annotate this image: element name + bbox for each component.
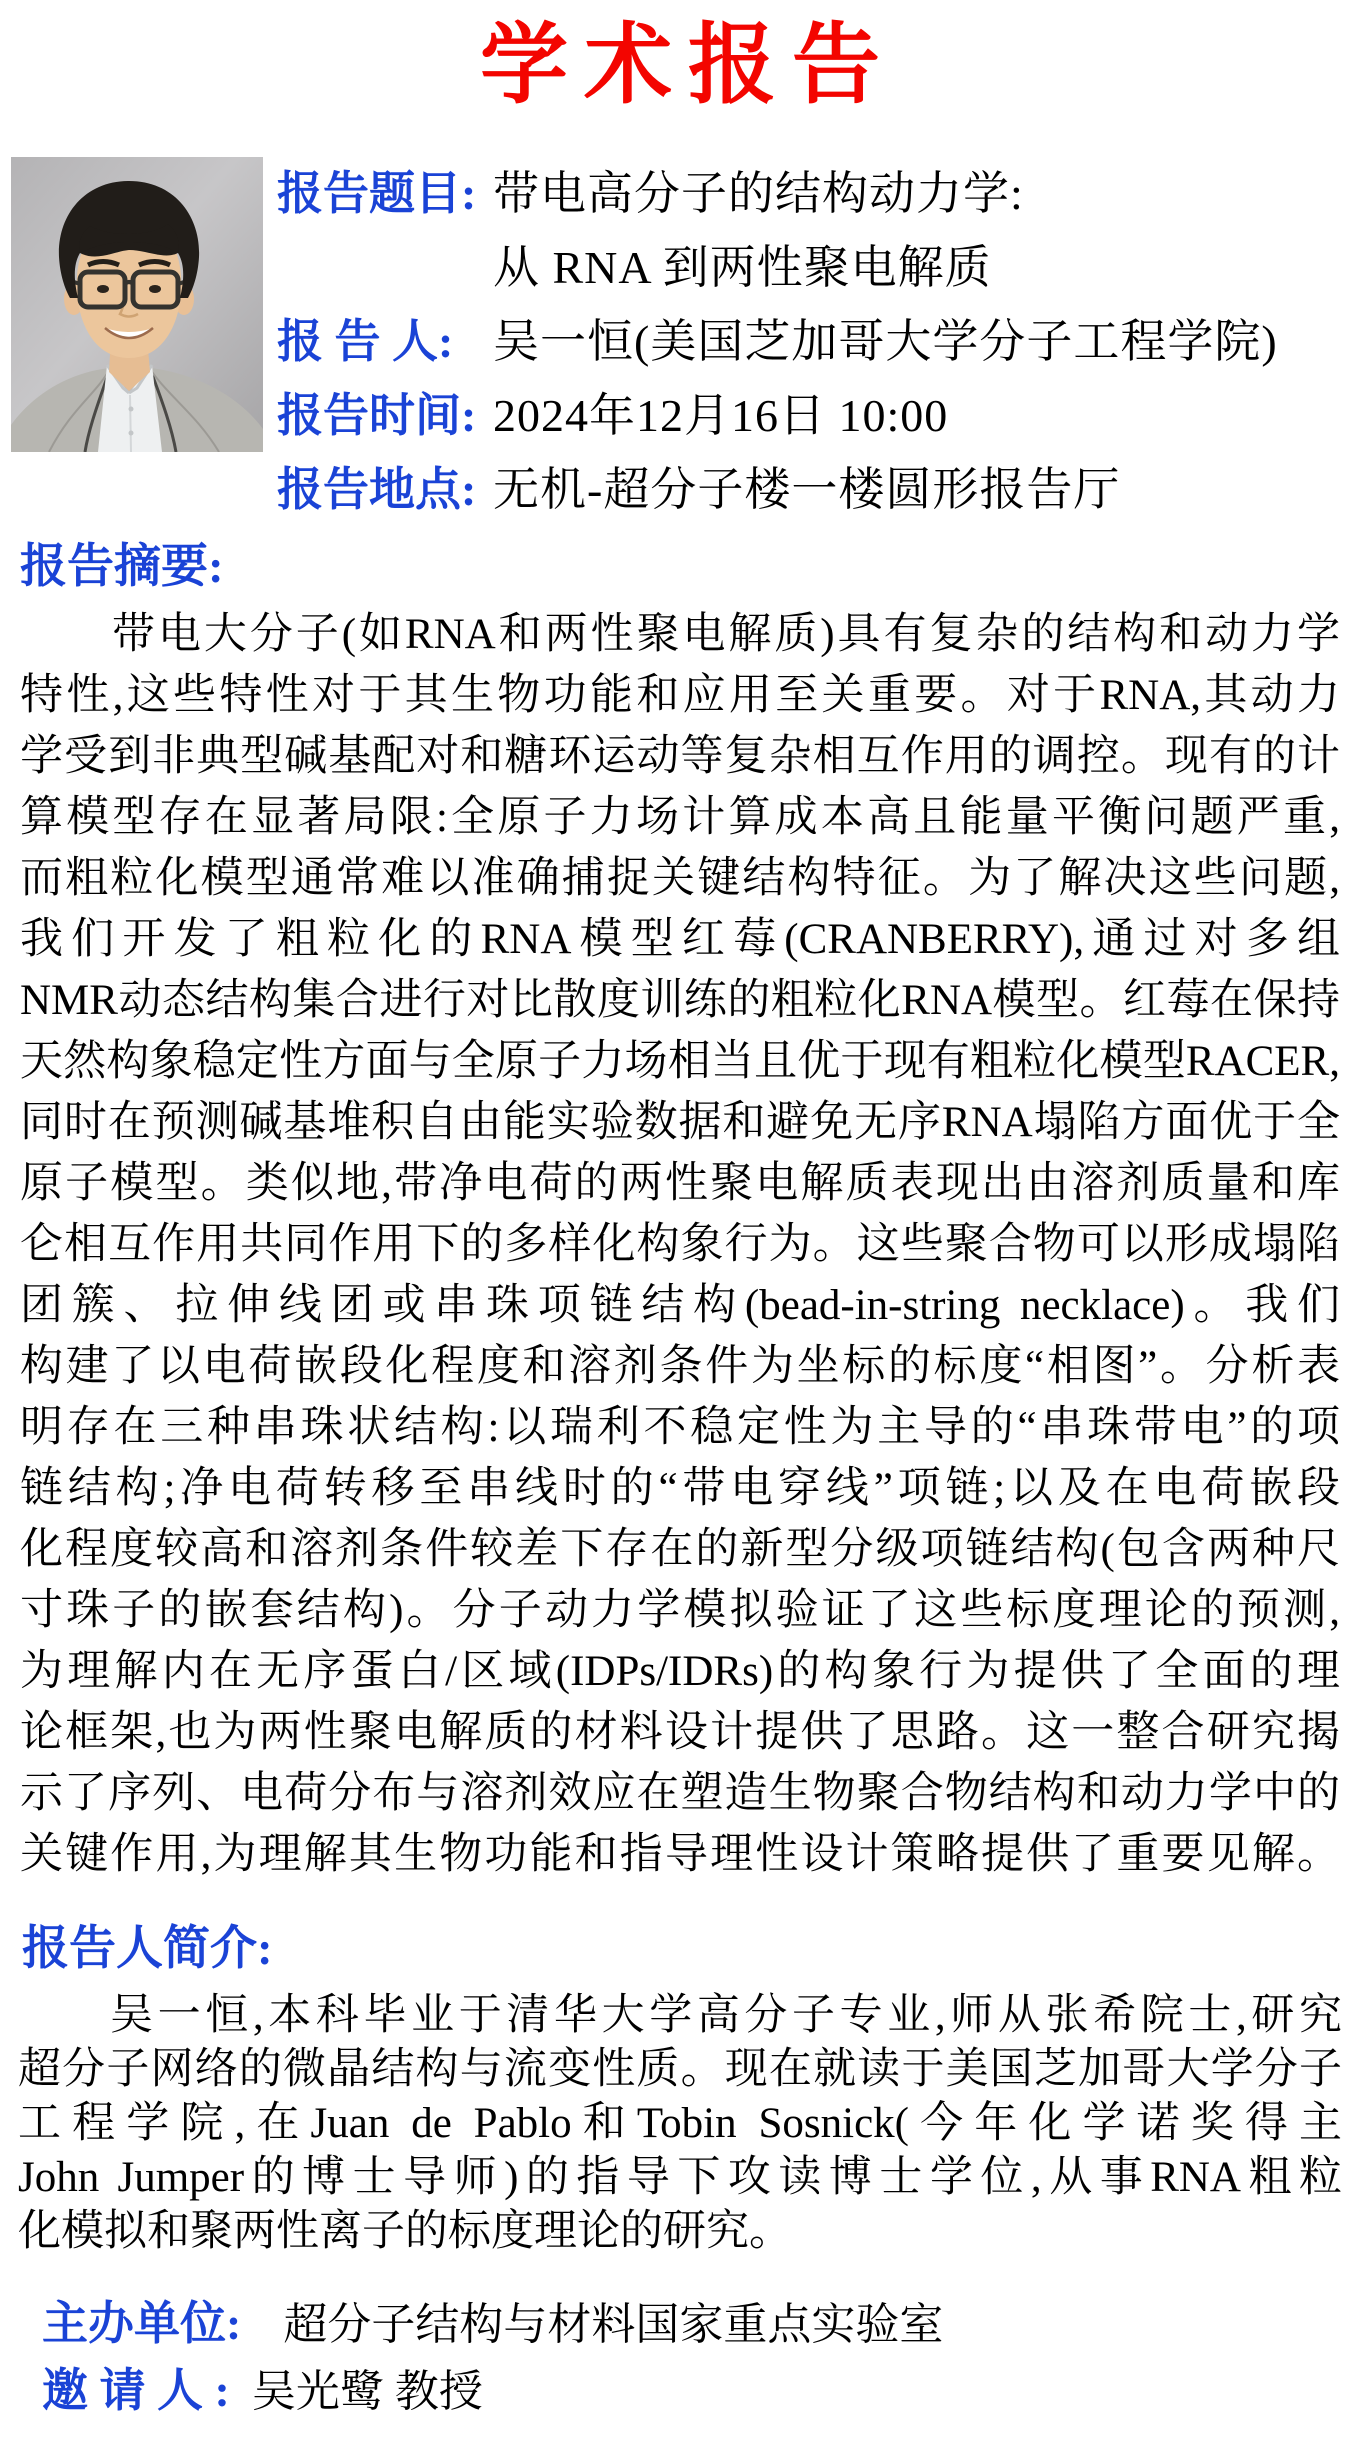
info-row-location	[277, 453, 1278, 527]
abstract-line: 示了序列、电荷分布与溶剂效应在塑造生物聚合物结构和动力学中的	[20, 1770, 1340, 1817]
portrait-illustration	[11, 157, 263, 452]
announcement-poster	[0, 20, 1360, 2438]
abstract-line: 原子模型。类似地,带净电荷的两性聚电解质表现出由溶剂质量和库	[20, 1160, 1340, 1207]
abstract-line: 构建了以电荷嵌段化程度和溶剂条件为坐标的标度“相图”。分析表	[20, 1343, 1340, 1390]
info-row-speaker	[277, 305, 1278, 379]
abstract-line: 我们开发了粗粒化的RNA模型红莓(CRANBERRY),通过对多组	[20, 916, 1340, 963]
location-label: 报告地点:	[277, 464, 477, 515]
abstract-line: 算模型存在显著局限:全原子力场计算成本高且能量平衡问题严重,	[20, 794, 1340, 841]
info-row-time	[277, 379, 1278, 453]
topic-label-spacer	[277, 231, 493, 305]
time-value: 2024年12月16日 10:00	[493, 390, 949, 441]
info-row-topic-line2	[277, 231, 1278, 305]
abstract-line: 明存在三种串珠状结构:以瑞利不稳定性为主导的“串珠带电”的项	[20, 1404, 1340, 1451]
abstract-line: 仑相互作用共同作用下的多样化构象行为。这些聚合物可以形成塌陷	[20, 1221, 1340, 1268]
speaker-label: 报 告 人:	[277, 316, 454, 367]
inviter-row	[42, 2366, 1360, 2417]
topic-label: 报告题目:	[277, 168, 477, 219]
topic-value-line2: 从 RNA 到两性聚电解质	[493, 242, 992, 293]
abstract-line: NMR动态结构集合进行对比散度训练的粗粒化RNA模型。红莓在保持	[20, 977, 1340, 1024]
inviter-label: 邀 请 人 :	[42, 2365, 230, 2416]
abstract-line: 同时在预测碱基堆积自由能实验数据和避免无序RNA塌陷方面优于全	[20, 1099, 1340, 1146]
bio-line: 化模拟和聚两性离子的标度理论的研究。	[18, 2208, 792, 2255]
bio-line: 吴一恒,本科毕业于清华大学高分子专业,师从张希院士,研究	[110, 1992, 1342, 2039]
speaker-value: 吴一恒(美国芝加哥大学分子工程学院)	[493, 316, 1278, 367]
abstract-line: 为理解内在无序蛋白/区域(IDPs/IDRs)的构象行为提供了全面的理	[20, 1648, 1340, 1695]
abstract-paragraph	[20, 604, 1340, 1885]
abstract-line: 学受到非典型碱基配对和糖环运动等复杂相互作用的调控。现有的计	[20, 733, 1340, 780]
speaker-photo	[11, 157, 263, 452]
bio-line: John Jumper的博士导师)的指导下攻读博士学位,从事RNA粗粒	[18, 2154, 1342, 2201]
page-title: 学术报告	[479, 18, 896, 115]
bio-line: 超分子网络的微晶结构与流变性质。现在就读于美国芝加哥大学分子	[18, 2046, 1342, 2093]
abstract-line: 链结构;净电荷转移至串线时的“带电穿线”项链;以及在电荷嵌段	[20, 1465, 1340, 1512]
topic-value: 带电高分子的结构动力学:	[493, 168, 1024, 219]
header-section	[11, 157, 1360, 527]
abstract-line: 团簇、拉伸线团或串珠项链结构(bead-in-string necklace)。我们	[20, 1282, 1340, 1329]
info-row-topic	[277, 157, 1278, 231]
location-value: 无机-超分子楼一楼圆形报告厅	[493, 464, 1121, 515]
abstract-line: 特性,这些特性对于其生物功能和应用至关重要。对于RNA,其动力	[20, 672, 1340, 719]
bio-line: 工程学院,在Juan de Pablo和Tobin Sosnick(今年化学诺奖得主	[18, 2100, 1342, 2147]
time-label: 报告时间:	[277, 390, 477, 441]
abstract-line: 论框架,也为两性聚电解质的材料设计提供了思路。这一整合研究揭	[20, 1709, 1340, 1756]
organizer-label: 主办单位:	[42, 2298, 242, 2349]
info-list	[263, 157, 1278, 527]
inviter-value: 吴光鹭 教授	[251, 2367, 483, 2416]
bio-paragraph	[18, 1989, 1342, 2259]
abstract-line: 化程度较高和溶剂条件较差下存在的新型分级项链结构(包含两种尺	[20, 1526, 1340, 1573]
abstract-line: 关键作用,为理解其生物功能和指导理性设计策略提供了重要见解。	[20, 1831, 1340, 1878]
abstract-line: 带电大分子(如RNA和两性聚电解质)具有复杂的结构和动力学	[112, 611, 1340, 658]
abstract-line: 寸珠子的嵌套结构)。分子动力学模拟验证了这些标度理论的预测,	[20, 1587, 1340, 1634]
organizer-value: 超分子结构与材料国家重点实验室	[283, 2300, 944, 2349]
abstract-heading: 报告摘要:	[20, 541, 224, 593]
abstract-line: 而粗粒化模型通常难以准确捕捉关键结构特征。为了解决这些问题,	[20, 855, 1340, 902]
organizer-row	[42, 2299, 1360, 2350]
bio-heading: 报告人简介:	[22, 1923, 273, 1975]
abstract-line: 天然构象稳定性方面与全原子力场相当且优于现有粗粒化模型RACER,	[20, 1038, 1340, 1085]
